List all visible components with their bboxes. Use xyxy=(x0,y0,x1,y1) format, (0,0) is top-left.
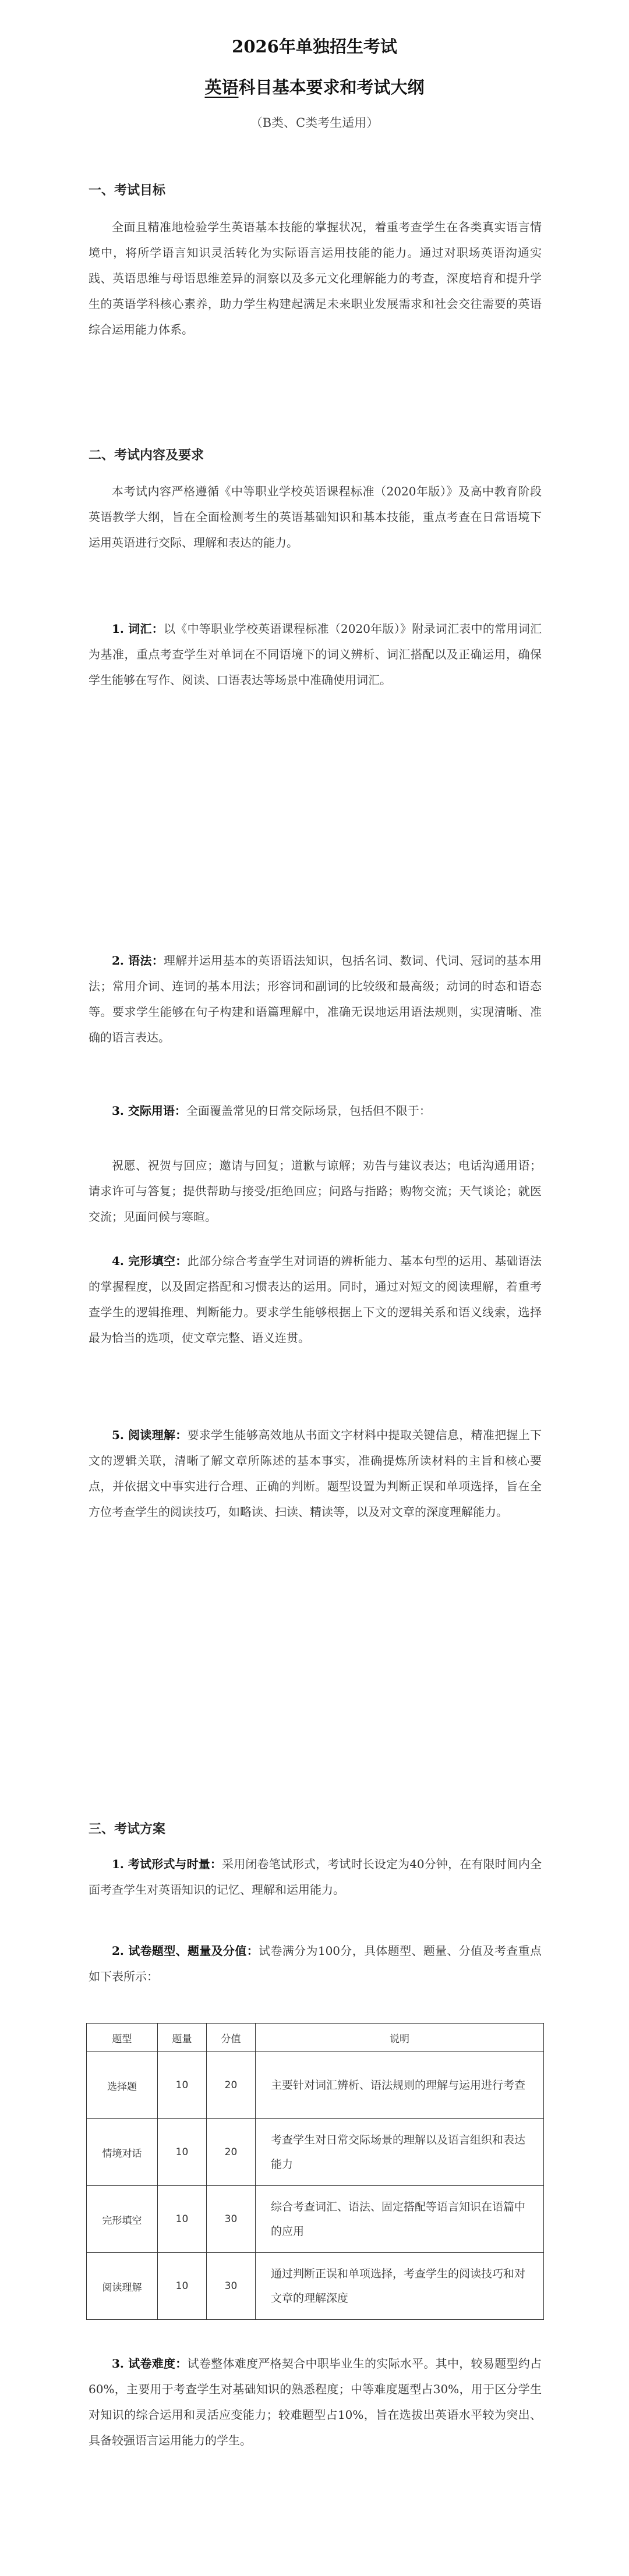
item-communication-text: 全面覆盖常见的日常交际场景，包括但不限于： xyxy=(186,1104,431,1118)
cell-score: 20 xyxy=(207,2052,256,2119)
item-reading-text: 要求学生能够高效地从书面文字材料中提取关键信息，精准把握上下文的逻辑关联，清晰了解文章所陈述的基本事实，准确提炼所读材料的主旨和核心要点，并依据文中事实进行合理、正确的判断。题型设置为判断正误和单项选择，旨在全方位考查学生的阅读技巧，如略读、扫读、精读等，以及对文章的深度理解能力。 xyxy=(89,1428,542,1519)
section-2-intro: 本考试内容严格遵循《中等职业学校英语课程标准（2020年版）》及高中教育阶段英语教学大纲，旨在全面检测考生的英语基础知识和基本技能，重点考查在日常语境下运用英语进行交际、理解和表达的能力。 xyxy=(89,484,542,550)
table-row xyxy=(87,2186,544,2253)
section-1-heading: 一、考试目标 xyxy=(89,183,166,198)
item-communication-label: 3. 交际用语： xyxy=(112,1104,186,1118)
header-count: 题量 xyxy=(158,2024,207,2052)
exam-difficulty-label: 3. 试卷难度： xyxy=(112,2357,188,2371)
item-reading-label: 5. 阅读理解： xyxy=(112,1428,188,1442)
item-vocabulary-text: 以《中等职业学校英语课程标准（2020年版）》附录词汇表中的常用词汇为基准，重点考查学生对单词在不同语境下的词义辨析、词汇搭配以及正确运用，确保学生能够在写作、阅读、口语表达等场景中准确使用词汇。 xyxy=(89,622,542,687)
exam-format-label: 1. 考试形式与时量： xyxy=(112,1857,222,1871)
exam-format xyxy=(89,1851,542,1902)
exam-types-text: 试卷满分为100分，具体题型、题量、分值及考查重点如下表所示： xyxy=(89,1944,542,1983)
cell-type: 阅读理解 xyxy=(87,2253,158,2320)
exam-difficulty xyxy=(89,2351,542,2453)
item-vocabulary-label: 1. 词汇： xyxy=(112,622,164,636)
item-vocabulary xyxy=(89,616,542,693)
cell-description: 主要针对词汇辨析、语法规则的理解与运用进行考查 xyxy=(256,2052,544,2119)
subject-title-rest: 科目基本要求和考试大纲 xyxy=(238,77,425,97)
header-type: 题型 xyxy=(87,2024,158,2052)
item-grammar xyxy=(89,948,542,1050)
table-header-row xyxy=(87,2024,544,2052)
item-cloze-text: 此部分综合考查学生对词语的辨析能力、基本句型的运用、基础语法的掌握程度，以及固定搭配和习惯表达的运用。同时，通过对短文的阅读理解，着重考查学生的逻辑推理、判断能力。要求学生能够根据上下文的逻辑关系和语义线索，选择最为恰当的选项，使文章完整、语义连贯。 xyxy=(89,1254,542,1345)
exam-difficulty-text: 试卷整体难度严格契合中职毕业生的实际水平。其中，较易题型约占60%，主要用于考查学生对基础知识的熟悉程度；中等难度题型占30%，用于区分学生对知识的综合运用和灵活应变能力；较难题型占10%，旨在选拔出英语水平较为突出、具备较强语言运用能力的学生。 xyxy=(89,2357,542,2447)
table-row xyxy=(87,2253,544,2320)
doc-applicability: （B类、C类考生适用） xyxy=(250,116,379,130)
doc-title: 2026年单独招生考试 xyxy=(232,37,397,56)
item-communication-list xyxy=(89,1153,542,1229)
item-reading xyxy=(89,1422,542,1525)
exam-format-text: 采用闭卷笔试形式，考试时长设定为40分钟，在有限时间内全面考查学生对英语知识的记忆、理解和运用能力。 xyxy=(89,1857,542,1897)
cell-score: 30 xyxy=(207,2253,256,2320)
doc-subject-title xyxy=(0,75,629,98)
cell-score: 20 xyxy=(207,2119,256,2186)
cell-count: 10 xyxy=(158,2119,207,2186)
exam-types-label: 2. 试卷题型、题量及分值： xyxy=(112,1944,259,1958)
header-description: 说明 xyxy=(256,2024,544,2052)
table-row xyxy=(87,2119,544,2186)
item-communication-list-text: 祝愿、祝贺与回应；邀请与回复；道歉与谅解；劝告与建议表达；电话沟通用语；请求许可与答复；提供帮助与接受/拒绝回应；问路与指路；购物交流；天气谈论；就医交流；见面问候与寒暄。 xyxy=(89,1158,542,1224)
cell-score: 30 xyxy=(207,2186,256,2253)
item-communication xyxy=(89,1098,542,1124)
section-2-heading: 二、考试内容及要求 xyxy=(89,448,204,463)
exam-structure-table xyxy=(86,2023,544,2320)
cell-type: 情境对话 xyxy=(87,2119,158,2186)
section-3-heading: 三、考试方案 xyxy=(89,1822,166,1837)
header-score: 分值 xyxy=(207,2024,256,2052)
table-row xyxy=(87,2052,544,2119)
cell-description: 综合考查词汇、语法、固定搭配等语言知识在语篇中的应用 xyxy=(256,2186,544,2253)
cell-count: 10 xyxy=(158,2052,207,2119)
exam-types xyxy=(89,1938,542,1989)
section-1-body: 全面且精准地检验学生英语基本技能的掌握状况，着重考查学生在各类真实语言情境中，将所学语言知识灵活转化为实际语言运用技能的能力。通过对职场英语沟通实践、英语思维与母语思维差异的洞察以及多元文化理解能力的考查，深度培育和提升学生的英语学科核心素养，助力学生构建起满足未来职业发展需求和社会交往需要的英语综合运用能力体系。 xyxy=(89,220,542,336)
cell-type: 完形填空 xyxy=(87,2186,158,2253)
cell-description: 通过判断正误和单项选择，考查学生的阅读技巧和对文章的理解深度 xyxy=(256,2253,544,2320)
cell-type: 选择题 xyxy=(87,2052,158,2119)
cell-count: 10 xyxy=(158,2253,207,2320)
item-grammar-text: 理解并运用基本的英语语法知识，包括名词、数词、代词、冠词的基本用法；常用介词、连词的基本用法；形容词和副词的比较级和最高级；动词的时态和语态等。要求学生能够在句子构建和语篇理解中，准确无误地运用语法规则，实现清晰、准确的语言表达。 xyxy=(89,954,542,1044)
cell-description: 考查学生对日常交际场景的理解以及语言组织和表达能力 xyxy=(256,2119,544,2186)
item-cloze xyxy=(89,1248,542,1351)
cell-count: 10 xyxy=(158,2186,207,2253)
item-cloze-label: 4. 完形填空： xyxy=(112,1254,188,1268)
item-grammar-label: 2. 语法： xyxy=(112,954,164,968)
subject-underlined: 英语 xyxy=(204,77,239,97)
